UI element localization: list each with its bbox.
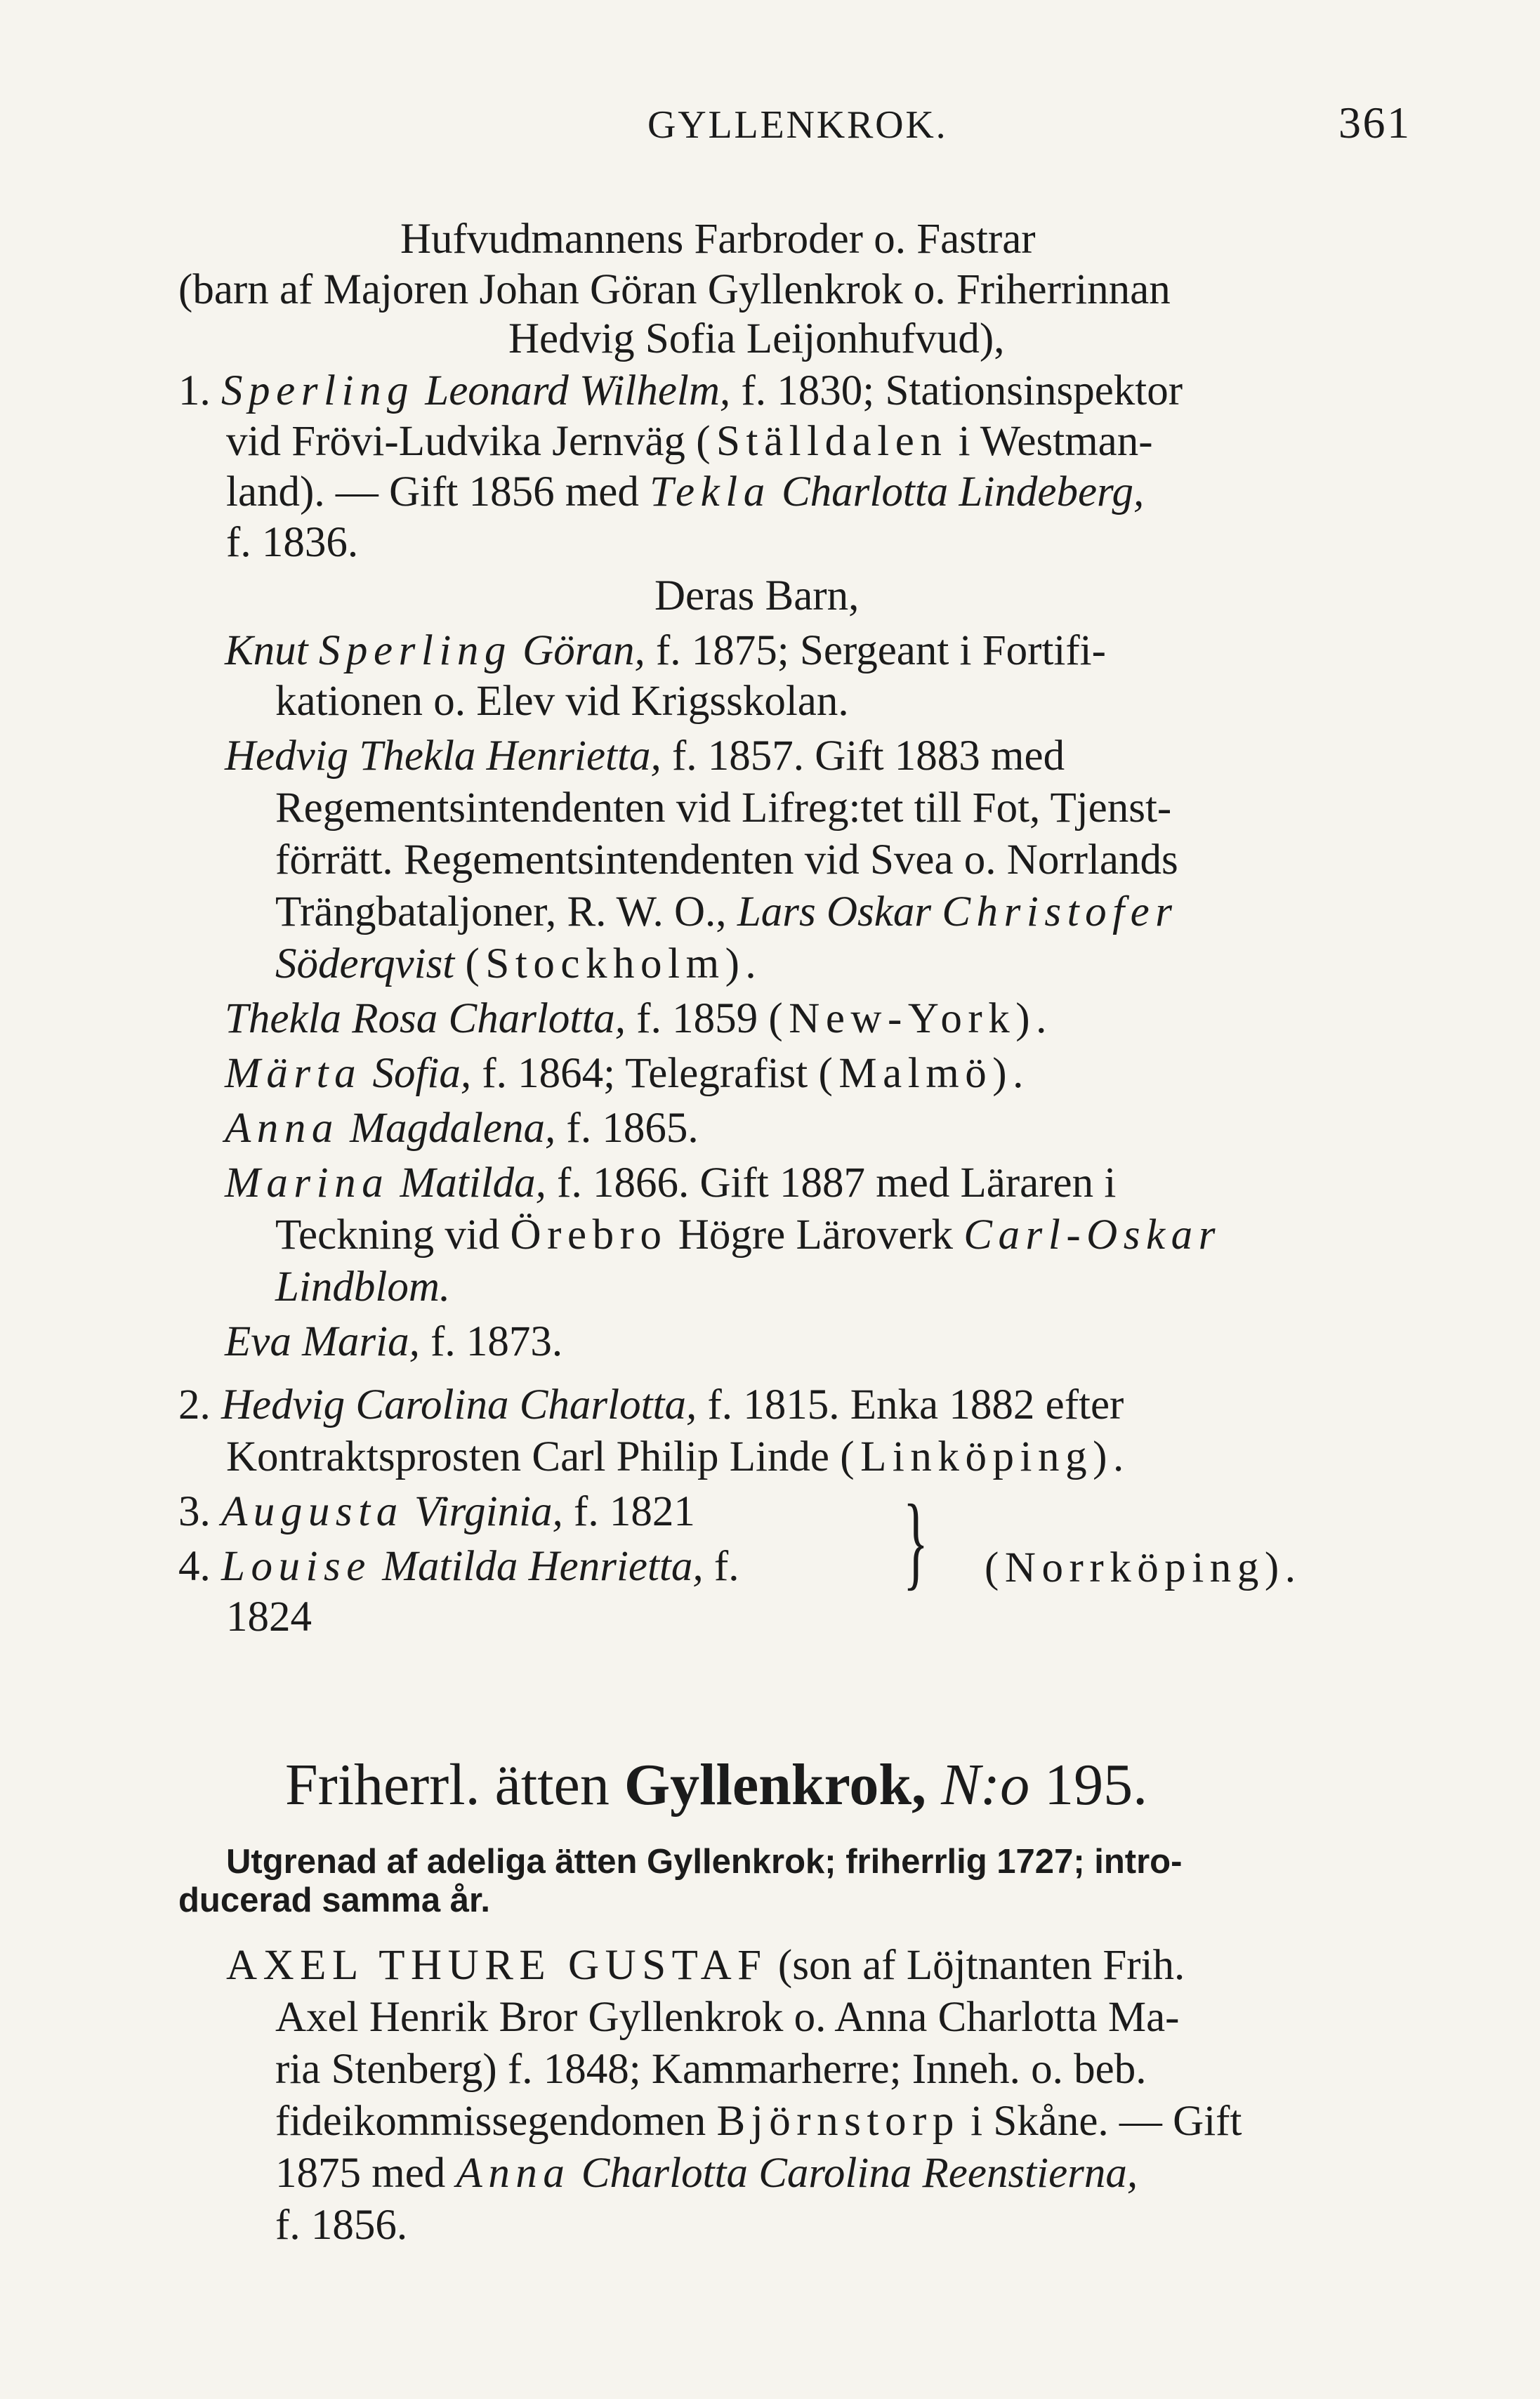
section-heading-line: (barn af Majoren Johan Göran Gyllenkrok o. Friherrinnan (178, 266, 1171, 313)
subheading: Deras Barn, (654, 572, 860, 619)
child-entry-line: Teckning vid Örebro Högre Läroverk Carl-Oskar (275, 1211, 1221, 1258)
entry-4-line: 4. Louise Matilda Henrietta, f. (178, 1543, 739, 1590)
person-name: Charlotta Lindeberg, (782, 468, 1145, 515)
entry-3-line: 3. Augusta Virginia, f. 1821 (178, 1488, 695, 1535)
child-entry-line: Marina Matilda, f. 1866. Gift 1887 med Läraren i (225, 1159, 1117, 1207)
entry-4-line: 1824 (226, 1593, 312, 1641)
family-entry-line: Axel Henrik Bror Gyllenkrok o. Anna Charlotta Ma- (275, 1994, 1180, 2041)
page-number: 361 (1338, 98, 1411, 147)
child-entry-line: Trängbataljoner, R. W. O., Lars Oskar Christofer (275, 888, 1178, 935)
person-name: Leonard Wilhelm, (425, 367, 731, 414)
child-entry-line: Knut Sperling Göran, f. 1875; Sergeant i Fortifi- (225, 627, 1106, 674)
entry-1-line: f. 1836. (226, 519, 359, 566)
child-entry-line: förrätt. Regementsintendenten vid Svea o. Norrlands (275, 836, 1178, 883)
family-intro-line: Utgrenad af adeliga ätten Gyllenkrok; friherrlig 1727; intro- (226, 1843, 1183, 1881)
place-name: (Ställdalen (696, 418, 948, 465)
child-entry-line: Thekla Rosa Charlotta, f. 1859 (New-York). (225, 995, 1053, 1042)
person-name: Tekla (650, 468, 771, 515)
entry-1-line: 1. Sperling Leonard Wilhelm, f. 1830; Stationsinspektor (178, 367, 1183, 414)
entry-1-line: land). — Gift 1856 med Tekla Charlotta Lindeberg, (226, 468, 1145, 515)
place-name: (Norrköping). (985, 1544, 1302, 1591)
family-entry-line: f. 1856. (275, 2202, 408, 2249)
child-entry-line: Hedvig Thekla Henrietta, f. 1857. Gift 1883 med (225, 732, 1065, 780)
child-entry-line: Märta Sofia, f. 1864; Telegrafist (Malmö). (225, 1050, 1029, 1097)
child-entry-line: Eva Maria, f. 1873. (225, 1318, 563, 1365)
child-entry-line: Anna Magdalena, f. 1865. (225, 1105, 699, 1152)
child-entry-line: kationen o. Elev vid Krigsskolan. (275, 678, 849, 725)
family-intro-line: ducerad samma år. (178, 1881, 490, 1919)
entry-2-line: Kontraktsprosten Carl Philip Linde (Linköping). (226, 1433, 1130, 1480)
entry-1-line: vid Frövi-Ludvika Jernväg (Ställdalen i Westman- (226, 418, 1153, 465)
section-heading-line: Hufvudmannens Farbroder o. Fastrar (400, 216, 1036, 263)
running-title: GYLLENKROK. (647, 103, 948, 147)
person-name: Sperling (221, 367, 415, 414)
section-heading-line: Hedvig Sofia Leijonhufvud), (508, 315, 1005, 362)
child-entry-line: Regementsintendenten vid Lifreg:tet till Fot, Tjenst- (275, 784, 1172, 832)
child-entry-line: Söderqvist (Stockholm). (275, 940, 763, 987)
entry-2-line: 2. Hedvig Carolina Charlotta, f. 1815. Enka 1882 efter (178, 1381, 1124, 1428)
family-entry-line: fideikommissegendomen Björnstorp i Skåne. — Gift (275, 2098, 1242, 2145)
child-entry-line: Lindblom. (275, 1263, 451, 1310)
family-entry-line: ria Stenberg) f. 1848; Kammarherre; Inneh. o. beb. (275, 2046, 1147, 2093)
family-title: Friherrl. ätten Gyllenkrok, N:o 195. (285, 1752, 1148, 1818)
family-entry-line: AXEL THURE GUSTAF (son af Löjtnanten Frih. (226, 1942, 1185, 1989)
family-entry-line: 1875 med Anna Charlotta Carolina Reenstierna, (275, 2150, 1138, 2197)
brace-mark: } (903, 1483, 928, 1600)
